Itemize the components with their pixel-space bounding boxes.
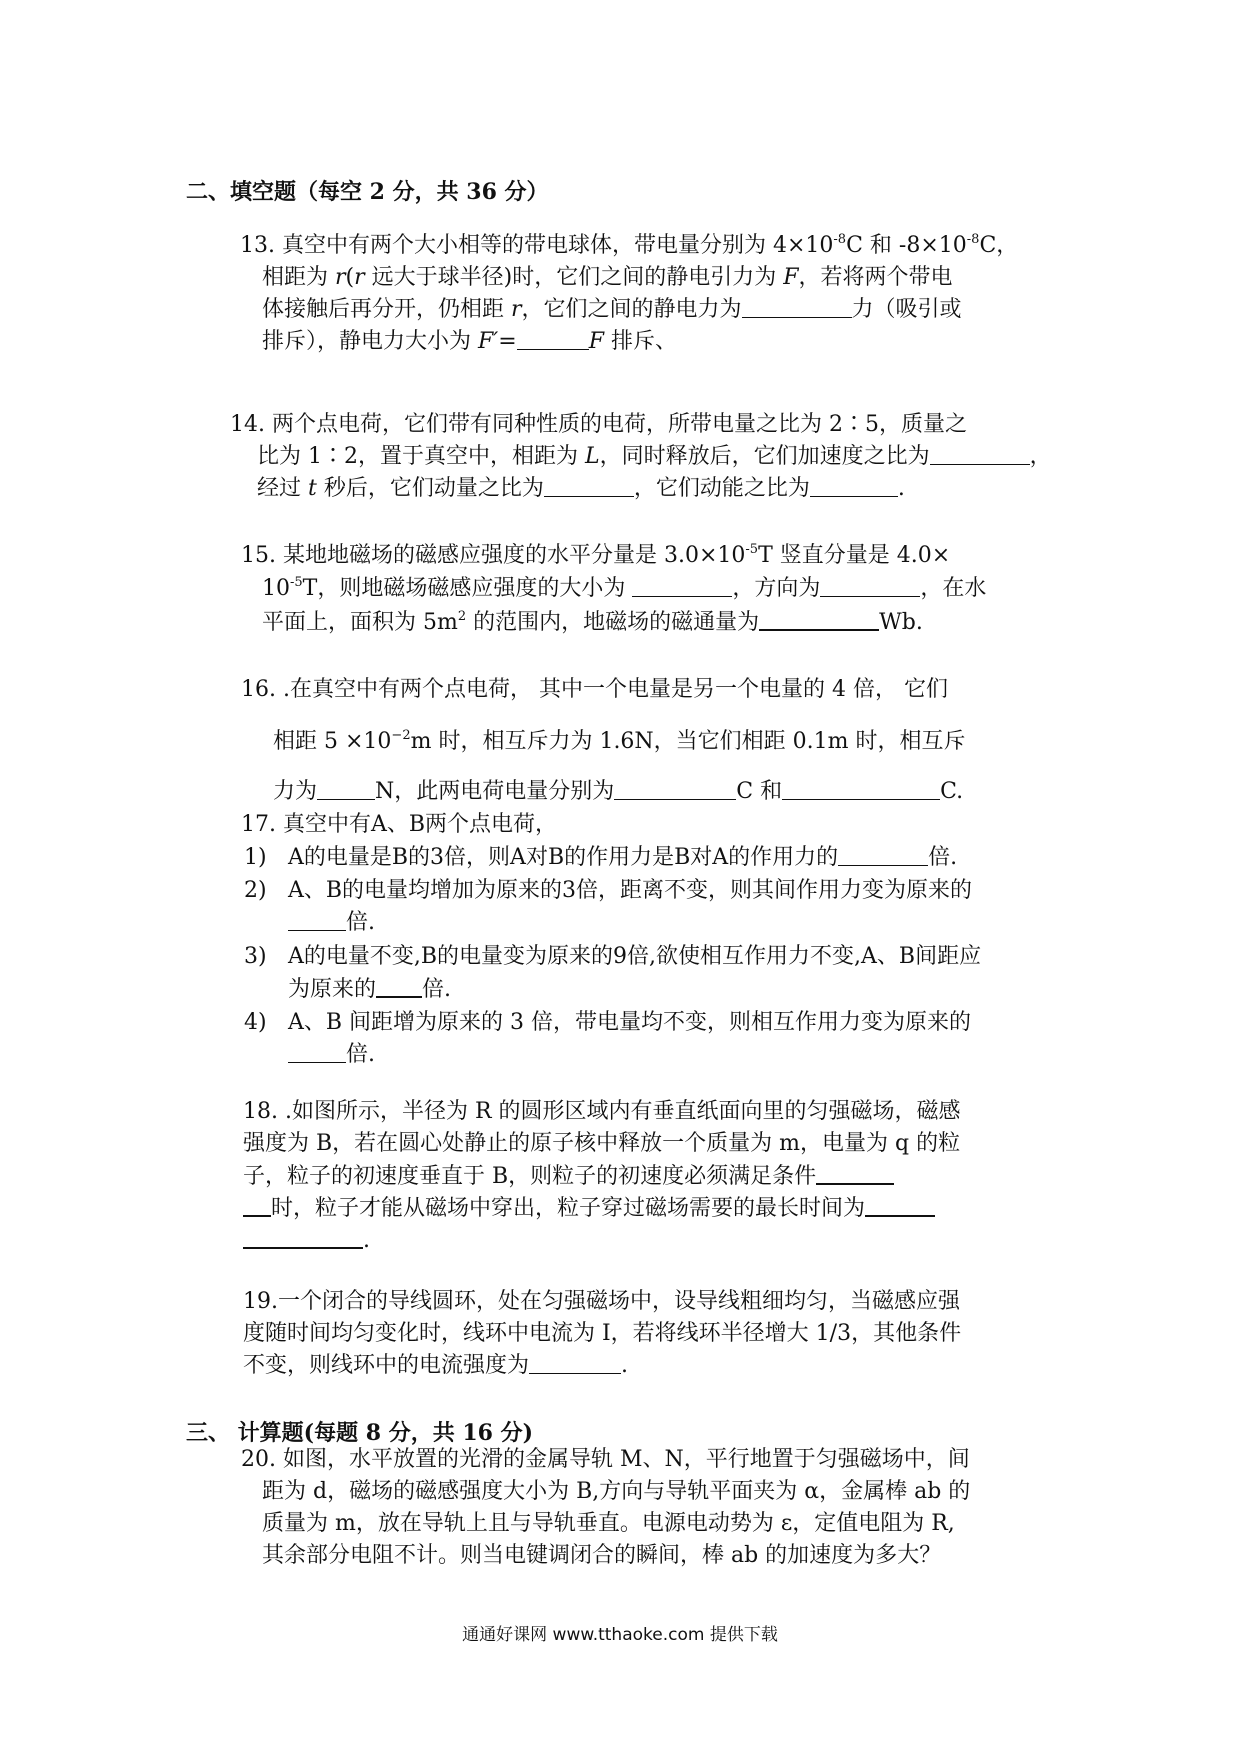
q17-blank-2[interactable] [288, 908, 346, 931]
q13-line-3: 体接触后再分开，仍相距 r，它们之间的静电力为 力（吸引或 [262, 297, 962, 322]
q15-blank-flux[interactable] [759, 607, 879, 631]
q19-blank-current[interactable] [529, 1351, 621, 1374]
q13-blank-force-size[interactable] [517, 327, 589, 350]
q16-blank-charge-2[interactable] [782, 777, 940, 800]
q18-line-3: 子，粒子的初速度垂直于 B，则粒子的初速度必须满足条件 [243, 1161, 894, 1192]
q17-intro: 17. 真空中有A、B两个点电荷， [241, 812, 558, 837]
q20-line-2: 距为 d，磁场的磁感强度大小为 B,方向与导轨平面夹为 α，金属棒 ab 的 [262, 1479, 971, 1504]
q18-blank-velocity-a[interactable] [816, 1161, 894, 1185]
q14-line-2: 比为 1∶2，置于真空中，相距为 L，同时释放后，它们加速度之比为 ， [257, 444, 1052, 469]
q13-line-1: 13. 真空中有两个大小相等的带电球体，带电量分别为 $4\times 10^{-8}C$ 和 $-8\times 10^{-8}C$， [240, 232, 1019, 258]
q16-line-1: 16. .在真空中有两个点电荷， 其中一个电量是另一个电量的 4 倍， 它们 [241, 677, 948, 702]
q17-item-1-number: 1) [244, 845, 267, 870]
q14-blank-momentum-ratio[interactable] [544, 474, 634, 497]
q18-line-4: 时，粒子才能从磁场中穿出，粒子穿过磁场需要的最长时间为 [243, 1193, 935, 1224]
q19-line-1: 19.一个闭合的导线圆环，处在匀强磁场中，设导线粗细均匀，当磁感应强 [243, 1289, 960, 1314]
q14-line-1: 14. 两个点电荷，它们带有同种性质的电荷，所带电量之比为 2∶5，质量之 [230, 412, 967, 437]
q20-line-1: 20. 如图，水平放置的光滑的金属导轨 M、N，平行地置于匀强磁场中，间 [241, 1447, 970, 1472]
q17-item-4-number: 4) [244, 1010, 267, 1035]
q15-line-1: 15. 某地地磁场的磁感应强度的水平分量是 $3.0\times 10^{-5}T$ 竖直分量是 4.0× [241, 542, 951, 568]
q18-line-1: 18. .如图所示，半径为 R 的圆形区域内有垂直纸面向里的匀强磁场，磁感 [243, 1099, 961, 1124]
q17-item-2-cont: 倍. [288, 908, 375, 938]
q17-item-2: A、B的电量均增加为原来的3倍，距离不变，则其间作用力变为原来的 [288, 878, 973, 903]
q19-line-3: 不变，则线环中的电流强度为 . [243, 1353, 629, 1378]
q17-item-1: A的电量是B的3倍，则A对B的作用力是B对A的作用力的 倍. [288, 845, 958, 870]
q17-blank-3[interactable] [376, 974, 422, 998]
q20-line-3: 质量为 m，放在导轨上且与导轨垂直。电源电动势为 ε，定值电阻为 R, [262, 1511, 955, 1536]
q19-line-2: 度随时间均匀变化时，线环中电流为 I，若将线环半径增大 1/3，其他条件 [243, 1321, 962, 1346]
q14-line-3: 经过 t 秒后，它们动量之比为 ，它们动能之比为 . [257, 476, 905, 501]
q14-blank-kinetic-energy-ratio[interactable] [810, 474, 898, 497]
q17-item-2-number: 2) [244, 878, 267, 903]
q17-item-3: A的电量不变,B的电量变为原来的9倍,欲使相互作用力不变,A、B间距应 [288, 944, 982, 969]
q15-blank-magnitude[interactable] [632, 574, 732, 597]
q16-line-2: 相距 $5 \times 10^{-2}m$ 时，相互斥力为 1.6N，当它们相距 0.1m 时，相互斥 [273, 728, 966, 754]
q16-blank-charge-1[interactable] [614, 777, 736, 800]
q17-blank-1[interactable] [838, 843, 928, 866]
q16-line-3: 力为 N，此两电荷电量分别为 C 和 C. [273, 779, 964, 804]
q15-blank-direction[interactable] [820, 574, 920, 597]
q15-line-2: $10^{-5}T$，则地磁场磁感应强度的大小为 ，方向为 ，在水 [262, 575, 987, 601]
q20-line-4: 其余部分电阻不计。则当电键调闭合的瞬间，棒 ab 的加速度为多大？ [262, 1543, 942, 1568]
q15-line-3: 平面上，面积为 $5m^2$ 的范围内，地磁场的磁通量为 Wb. [262, 609, 923, 635]
q13-line-2: 相距为 r(r 远大于球半径)时，它们之间的静电引力为 F，若将两个带电 [262, 265, 953, 290]
section-3-heading: 三、 计算题(每题 8 分，共 16 分) [186, 1420, 534, 1446]
q14-blank-acceleration-ratio[interactable] [930, 442, 1030, 465]
q18-blank-time-b[interactable] [243, 1225, 363, 1249]
q16-blank-force[interactable] [317, 777, 375, 800]
q13-blank-force-type[interactable] [742, 295, 852, 318]
q17-item-3-cont: 为原来的 倍. [288, 974, 451, 1005]
q18-blank-time-a[interactable] [865, 1193, 935, 1217]
q17-item-4-cont: 倍. [288, 1040, 375, 1070]
q18-blank-velocity-b[interactable] [243, 1193, 271, 1217]
q18-line-5: . [243, 1225, 370, 1256]
q13-line-4: 排斥），静电力大小为 F′= F 排斥、 [262, 329, 677, 354]
q17-item-3-number: 3) [244, 944, 267, 969]
page-footer: 通通好课网 www.tthaoke.com 提供下载 [462, 1625, 778, 1645]
section-2-heading: 二、填空题（每空 2 分，共 36 分） [186, 179, 549, 205]
q18-line-2: 强度为 B，若在圆心处静止的原子核中释放一个质量为 m，电量为 q 的粒 [243, 1131, 961, 1156]
q17-item-4: A、B 间距增为原来的 3 倍，带电量均不变，则相互作用力变为原来的 [288, 1010, 972, 1035]
q17-blank-4[interactable] [288, 1040, 346, 1063]
